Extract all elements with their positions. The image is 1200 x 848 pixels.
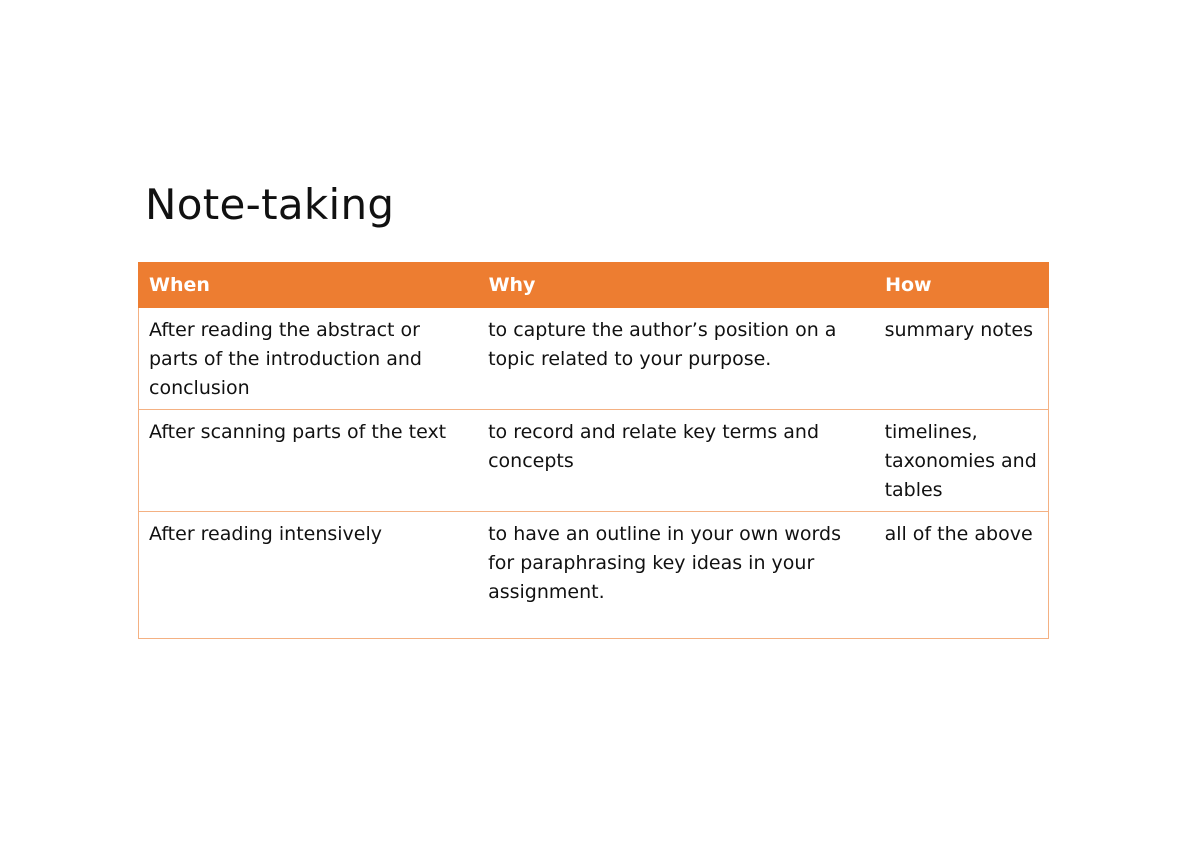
header-why: Why — [478, 263, 874, 308]
cell-why: to capture the author’s position on a topic related to your purpose. — [478, 308, 874, 410]
cell-when: After scanning parts of the text — [139, 410, 479, 512]
cell-when: After reading intensively — [139, 512, 479, 639]
cell-how: summary notes — [875, 308, 1049, 410]
cell-how: all of the above — [875, 512, 1049, 639]
note-taking-table — [138, 262, 1049, 639]
header-row — [139, 263, 1049, 308]
table-row — [139, 512, 1049, 639]
cell-why: to have an outline in your own words for paraphrasing key ideas in your assignment. — [478, 512, 874, 639]
table-row — [139, 308, 1049, 410]
cell-why: to record and relate key terms and concepts — [478, 410, 874, 512]
cell-when: After reading the abstract or parts of the introduction and conclusion — [139, 308, 479, 410]
header-how: How — [875, 263, 1049, 308]
header-when: When — [139, 263, 479, 308]
page-title: Note-taking — [145, 180, 395, 229]
cell-how: timelines, taxonomies and tables — [875, 410, 1049, 512]
table-row — [139, 410, 1049, 512]
